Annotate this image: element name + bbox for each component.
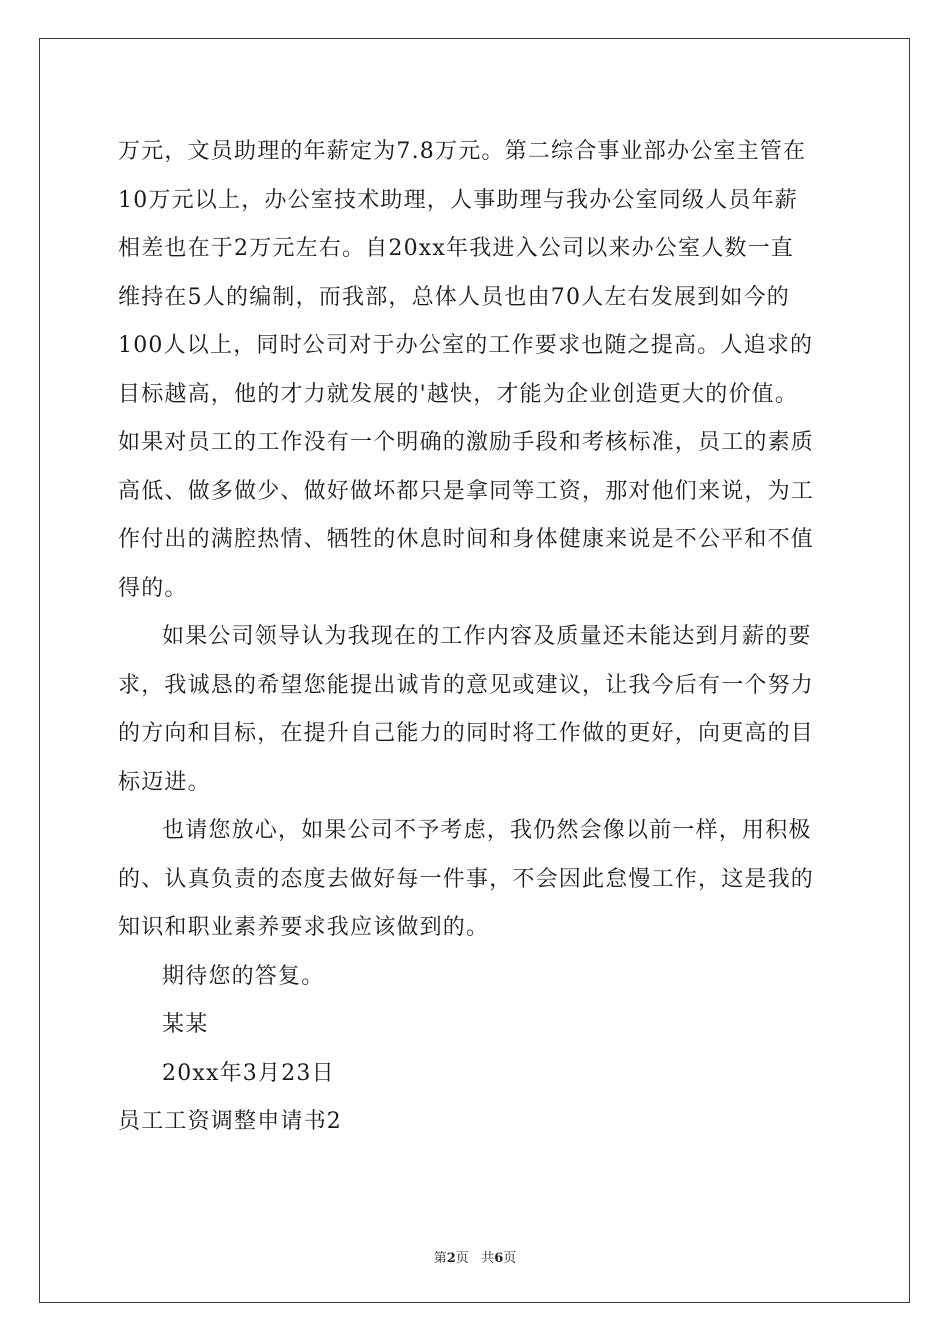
page-total-prefix: 共	[481, 1251, 495, 1266]
text-line: 20xx年3月23日	[162, 1060, 335, 1086]
page-total-suffix: 页	[503, 1251, 517, 1266]
text-line: 期待您的答复。	[162, 963, 325, 989]
text-line: 也请您放心，如果公司不予考虑，我仍然会像以前一样，用积极	[162, 818, 812, 843]
page-number-current: 2	[446, 1251, 456, 1266]
text-line: 万元，文员助理的年薪定为7.8万元。第二综合事业部办公室主管在	[118, 139, 807, 164]
text-line: 10万元以上，办公室技术助理，人事助理与我办公室同级人员年薪	[118, 187, 798, 213]
text-line: 如果对员工的工作没有一个明确的激励手段和考核标准，员工的素质	[118, 430, 815, 455]
page-total-count: 6	[494, 1251, 504, 1266]
text-line: 目标越高，他的才力就发展的'越快，才能为企业创造更大的价值。	[118, 381, 799, 407]
text-line: 作付出的满腔热情、牺牲的休息时间和身体健康来说是不公平和不值	[118, 527, 815, 552]
page-footer	[0, 1247, 950, 1266]
page-number-prefix: 第	[433, 1251, 447, 1266]
text-line: 100人以上，同时公司对于办公室的工作要求也随之提高。人追求的	[118, 333, 814, 358]
text-line: 标迈进。	[118, 769, 211, 795]
text-line: 求，我诚恳的希望您能提出诚肯的意见或建议，让我今后有一个努力	[118, 672, 815, 698]
text-line: 某某	[162, 1012, 209, 1037]
text-line: 得的。	[118, 575, 188, 601]
text-line: 高低、做多做少、做好做坏都只是拿同等工资，那对他们来说，为工	[118, 478, 815, 504]
text-line: 的、认真负责的态度去做好每一件事，不会因此怠慢工作，这是我的	[118, 866, 815, 892]
text-line: 维持在5人的编制，而我部，总体人员也由70人左右发展到如今的	[118, 284, 790, 310]
text-line: 的方向和目标，在提升自己能力的同时将工作做的更好，向更高的目	[118, 721, 815, 746]
text-line: 员工工资调整申请书2	[118, 1109, 342, 1134]
document-body	[118, 128, 838, 1147]
text-line: 如果公司领导认为我现在的工作内容及质量还未能达到月薪的要	[162, 624, 812, 649]
text-line: 知识和职业素养要求我应该做到的。	[118, 915, 490, 940]
page-number-suffix: 页	[455, 1251, 469, 1266]
text-line: 相差也在于2万元左右。自20xx年我进入公司以来办公室人数一直	[118, 236, 795, 261]
